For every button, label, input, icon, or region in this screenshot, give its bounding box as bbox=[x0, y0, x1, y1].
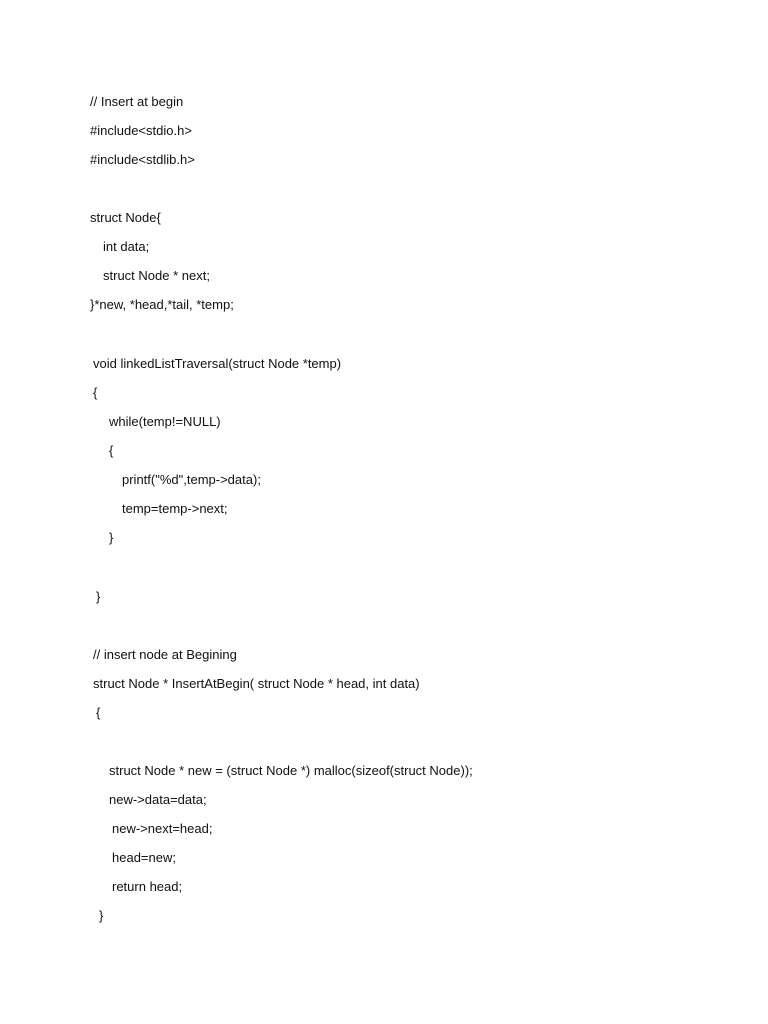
code-line-while-open-brace: { bbox=[109, 443, 114, 458]
code-line-while-close-brace: } bbox=[109, 530, 114, 545]
code-line-temp-next: temp=temp->next; bbox=[122, 501, 228, 516]
code-line-struct-node-next: struct Node * next; bbox=[103, 268, 210, 283]
code-line-new-next: new->next=head; bbox=[112, 821, 213, 836]
code-line-malloc: struct Node * new = (struct Node *) malloc(sizeof(struct Node)); bbox=[109, 763, 473, 778]
code-line-include-stdio: #include<stdio.h> bbox=[90, 123, 192, 138]
code-line-head-new: head=new; bbox=[112, 850, 176, 865]
code-line-traversal-signature: void linkedListTraversal(struct Node *temp) bbox=[93, 356, 342, 371]
code-line-comment-insert-node: // insert node at Begining bbox=[93, 647, 237, 662]
code-line-new-data: new->data=data; bbox=[109, 792, 207, 807]
code-line-insert-signature: struct Node * InsertAtBegin( struct Node * head, int data) bbox=[93, 676, 420, 691]
code-line-traversal-open-brace: { bbox=[93, 385, 98, 400]
code-line-traversal-close-brace: } bbox=[96, 589, 101, 604]
code-line-int-data: int data; bbox=[103, 239, 150, 254]
code-line-insert-close-brace: } bbox=[99, 908, 104, 923]
code-line-comment-insert-at-begin: // Insert at begin bbox=[90, 94, 184, 109]
code-line-struct-node-open: struct Node{ bbox=[90, 210, 161, 225]
code-line-return-head: return head; bbox=[112, 879, 183, 894]
code-line-while-loop: while(temp!=NULL) bbox=[109, 414, 221, 429]
code-line-printf: printf("%d",temp->data); bbox=[122, 472, 261, 487]
code-line-include-stdlib: #include<stdlib.h> bbox=[90, 152, 195, 167]
code-line-struct-node-close: }*new, *head,*tail, *temp; bbox=[90, 297, 234, 312]
code-line-insert-open-brace: { bbox=[96, 705, 101, 720]
